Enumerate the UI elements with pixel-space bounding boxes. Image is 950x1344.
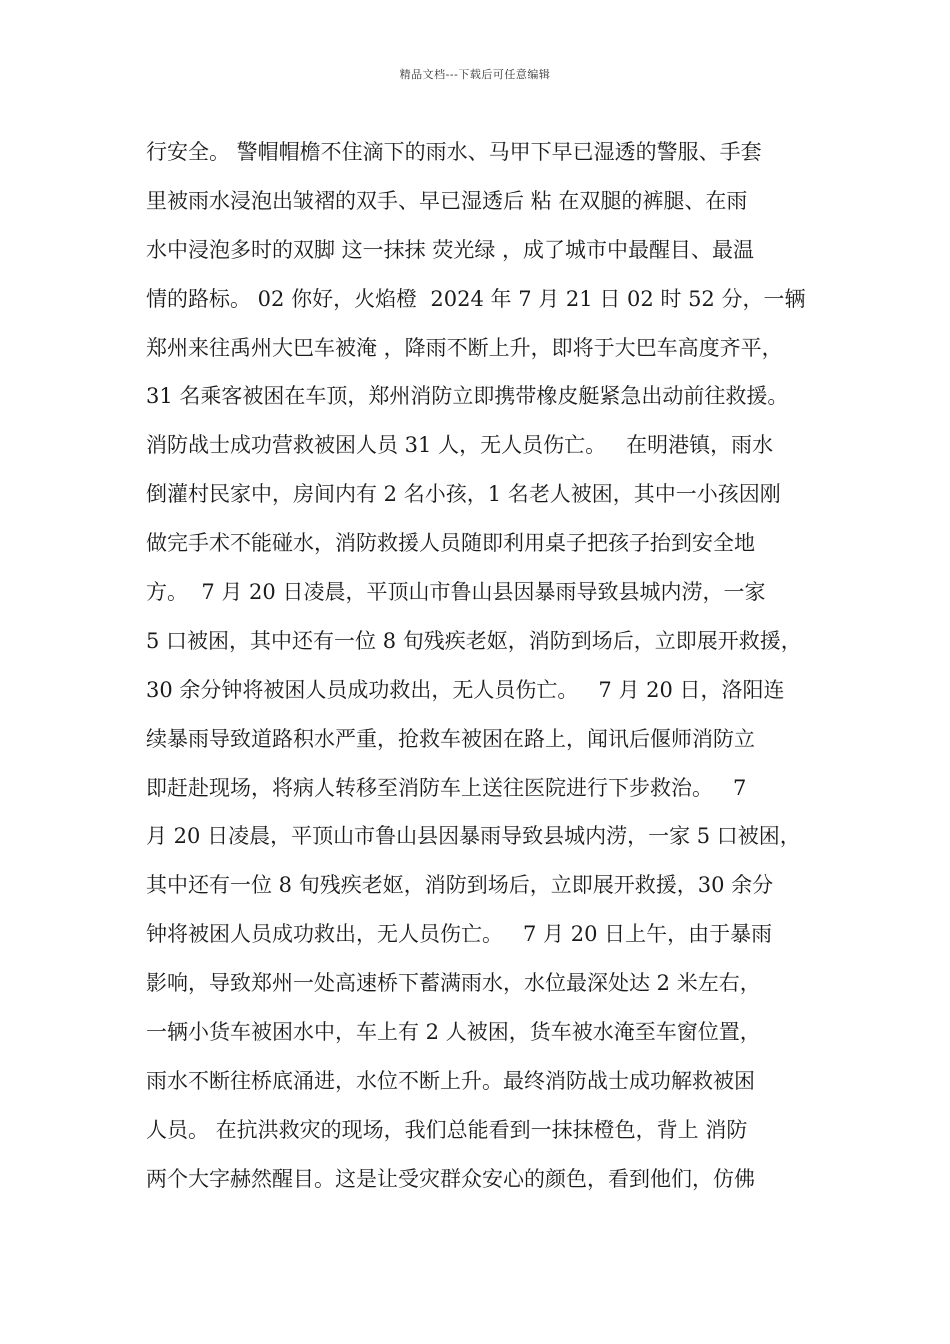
- text-line: 5 口被困，其中还有一位 8 旬残疾老妪，消防到场后，立即展开救援，: [146, 628, 802, 653]
- text-line: 郑州来往禹州大巴车被淹 ，降雨不断上升，即将于大巴车高度齐平，: [146, 335, 783, 360]
- text-line: 方。 7 月 20 日凌晨，平顶山市鲁山县因暴雨导致县城内涝，一家: [146, 580, 766, 605]
- text-line: 30 余分钟将被困人员成功救出，无人员伤亡。 7 月 20 日，洛阳连: [146, 677, 785, 702]
- text-line: 月 20 日凌晨，平顶山市鲁山县因暴雨导致县城内涝，一家 5 口被困，: [146, 824, 801, 849]
- text-line: 做完手术不能碰水，消防救援人员随即利用桌子把孩子抬到安全地: [146, 531, 755, 556]
- text-line: 水中浸泡多时的双脚 这一抹抹 荧光绿 ，成了城市中最醒目、最温: [146, 237, 755, 262]
- body-text: [146, 133, 826, 1209]
- text-line: 一辆小货车被困水中，车上有 2 人被困，货车被水淹至车窗位置，: [146, 1020, 761, 1045]
- text-line: 两个大字赫然醒目。这是让受灾群众安心的颜色，看到他们，仿佛: [146, 1166, 755, 1191]
- text-line: 钟将被困人员成功救出，无人员伤亡。 7 月 20 日上午，由于暴雨: [146, 922, 773, 947]
- text-line: 即赶赴现场，将病人转移至消防车上送往医院进行下步救治。 7: [146, 775, 747, 800]
- text-line: 其中还有一位 8 旬残疾老妪，消防到场后，立即展开救援，30 余分: [146, 873, 774, 898]
- text-line: 影响，导致郑州一处高速桥下蓄满雨水，水位最深处达 2 米左右，: [146, 971, 761, 996]
- page-header: 精品文档---下载后可任意编辑: [399, 68, 551, 81]
- text-line: 里被雨水浸泡出皱褶的双手、早已湿透后 粘 在双腿的裤腿、在雨: [146, 188, 748, 213]
- text-line: 倒灌村民家中，房间内有 2 名小孩，1 名老人被困，其中一小孩因刚: [146, 482, 781, 507]
- text-line: 31 名乘客被困在车顶，郑州消防立即携带橡皮艇紧急出动前往救援。: [146, 384, 789, 409]
- text-line: 续暴雨导致道路积水严重，抢救车被困在路上，闻讯后偃师消防立: [146, 726, 755, 751]
- text-line: 行安全。 警帽帽檐不住滴下的雨水、马甲下早已湿透的警服、手套: [146, 140, 762, 164]
- text-line: 人员。 在抗洪救灾的现场，我们总能看到一抹抹橙色，背上 消防: [146, 1117, 748, 1142]
- text-line: 情的路标。 02 你好，火焰橙 2024 年 7 月 21 日 02 时 52 分，一辆: [146, 286, 806, 311]
- text-line: 雨水不断往桥底涌进，水位不断上升。最终消防战士成功解救被困: [146, 1068, 755, 1093]
- text-line: 消防战士成功营救被困人员 31 人，无人员伤亡。 在明港镇，雨水: [146, 433, 774, 458]
